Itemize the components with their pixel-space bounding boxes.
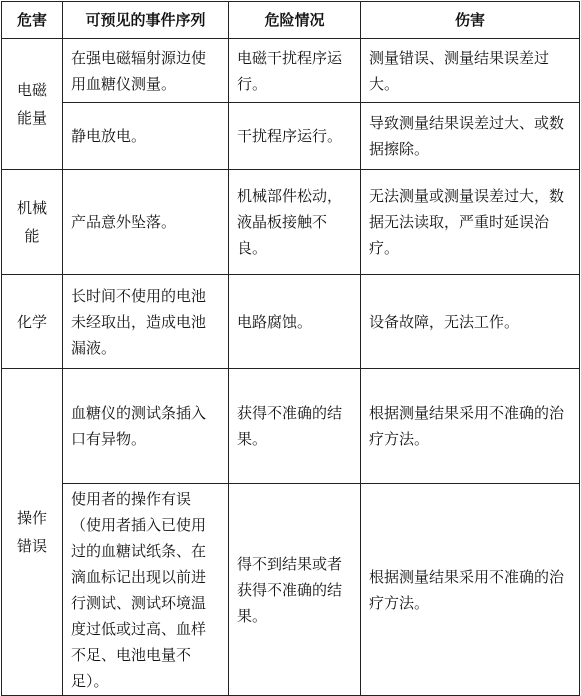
event-cell: 血糖仪的测试条插入口有异物。 <box>63 369 229 484</box>
situation-cell: 干扰程序运行。 <box>229 103 361 170</box>
hazard-cell: 操作 错误 <box>2 369 63 696</box>
situation-cell: 电路腐蚀。 <box>229 275 361 369</box>
harm-cell: 测量错误、测量结果误差过大。 <box>361 39 580 103</box>
table-row <box>2 369 580 484</box>
table-row <box>2 484 580 696</box>
harm-cell: 导致测量结果误差过大、或数据擦除。 <box>361 103 580 170</box>
hazard-cell: 机械 能 <box>2 170 63 275</box>
header-event-sequence: 可预见的事件序列 <box>63 2 229 39</box>
situation-cell: 电磁干扰程序运行。 <box>229 39 361 103</box>
situation-cell: 获得不准确的结果。 <box>229 369 361 484</box>
hazard-cell: 电磁 能量 <box>2 39 63 170</box>
event-cell: 使用者的操作有误（使用者插入已使用过的血糖试纸条、在滴血标记出现以前进行测试、测试环境温度过低或过高、血样不足、电池电量不足）。 <box>63 484 229 696</box>
hazard-analysis-table <box>1 1 580 696</box>
harm-cell: 根据测量结果采用不准确的治疗方法。 <box>361 484 580 696</box>
harm-cell: 无法测量或测量误差过大，数据无法读取，严重时延误治疗。 <box>361 170 580 275</box>
table-row <box>2 275 580 369</box>
hazard-cell: 化学 <box>2 275 63 369</box>
event-cell: 静电放电。 <box>63 103 229 170</box>
table-header-row <box>2 2 580 39</box>
harm-cell: 设备故障，无法工作。 <box>361 275 580 369</box>
event-cell: 长时间不使用的电池未经取出，造成电池漏液。 <box>63 275 229 369</box>
event-cell: 产品意外坠落。 <box>63 170 229 275</box>
situation-cell: 得不到结果或者获得不准确的结果。 <box>229 484 361 696</box>
event-cell: 在强电磁辐射源边使用血糖仪测量。 <box>63 39 229 103</box>
table-row <box>2 170 580 275</box>
header-hazardous-situation: 危险情况 <box>229 2 361 39</box>
table-row <box>2 103 580 170</box>
table-row <box>2 39 580 103</box>
harm-cell: 根据测量结果采用不准确的治疗方法。 <box>361 369 580 484</box>
header-hazard: 危害 <box>2 2 63 39</box>
situation-cell: 机械部件松动，液晶板接触不良。 <box>229 170 361 275</box>
header-harm: 伤害 <box>361 2 580 39</box>
